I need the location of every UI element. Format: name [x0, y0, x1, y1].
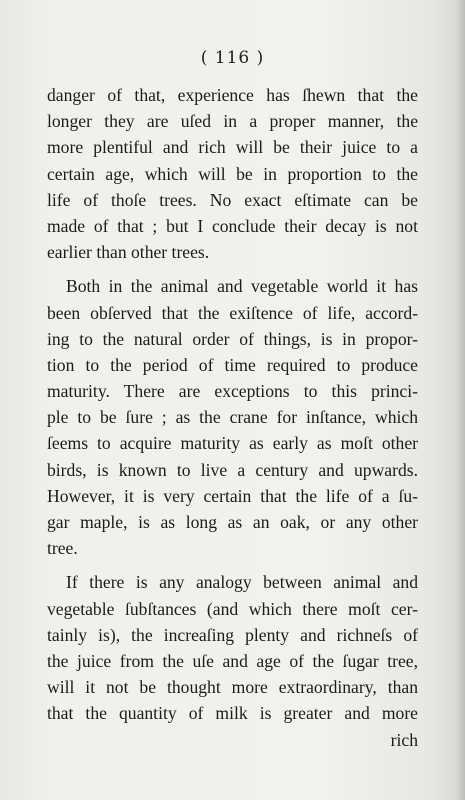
text-line: the juice from the uſe and age of the ſugar tree,	[47, 650, 418, 671]
text-line: that the quantity of milk is greater and more	[47, 703, 418, 724]
text-line: tion to the period of time required to produce	[47, 354, 418, 375]
paragraph-2	[47, 273, 418, 561]
text-line: tainly is), the increaſing plenty and richneſs of	[47, 624, 418, 645]
text-line: made of that ; but I conclude their decay is not	[47, 215, 418, 236]
text-line: gar maple, is as long as an oak, or any other	[47, 512, 418, 532]
text-line: certain age, which will be in proportion to the	[47, 163, 418, 184]
page-number: ( 116 )	[200, 48, 265, 68]
catchword: rich	[390, 729, 418, 750]
text-line: life of thoſe trees. No exact eſtimate can be	[47, 189, 418, 210]
text-line: been obſerved that the exiſtence of life, accord-	[47, 302, 418, 323]
text-line: more plentiful and rich will be their juice to a	[47, 137, 418, 158]
text-line: birds, is known to live a century and upwards.	[47, 459, 418, 480]
text-line: earlier than other trees.	[47, 242, 210, 263]
text-line: vegetable ſubſtances (and which there moſt cer-	[47, 598, 418, 619]
text-line: maturity. There are exceptions to this princi-	[47, 381, 418, 402]
text-line: tree.	[47, 538, 78, 559]
text-line: longer they are uſed in a proper manner, the	[47, 111, 418, 132]
text-line: However, it is very certain that the life of a ſu-	[47, 485, 418, 506]
paragraph-1	[47, 82, 418, 265]
paragraph-3	[47, 569, 418, 726]
text-line: Both in the animal and vegetable world it has	[66, 276, 418, 297]
text-line: ple to be ſure ; as the crane for inſtance, which	[47, 407, 418, 428]
text-line: ſeems to acquire maturity as early as moſt other	[47, 433, 418, 454]
text-line: danger of that, experience has ſhewn that the	[47, 85, 418, 105]
text-line: will it not be thought more extraordinary, than	[47, 677, 418, 698]
text-line: ing to the natural order of things, is in propor-	[47, 328, 418, 349]
page-edge-shadow	[455, 0, 465, 800]
text-line: If there is any analogy between animal and	[66, 572, 418, 593]
body-text	[47, 82, 418, 753]
